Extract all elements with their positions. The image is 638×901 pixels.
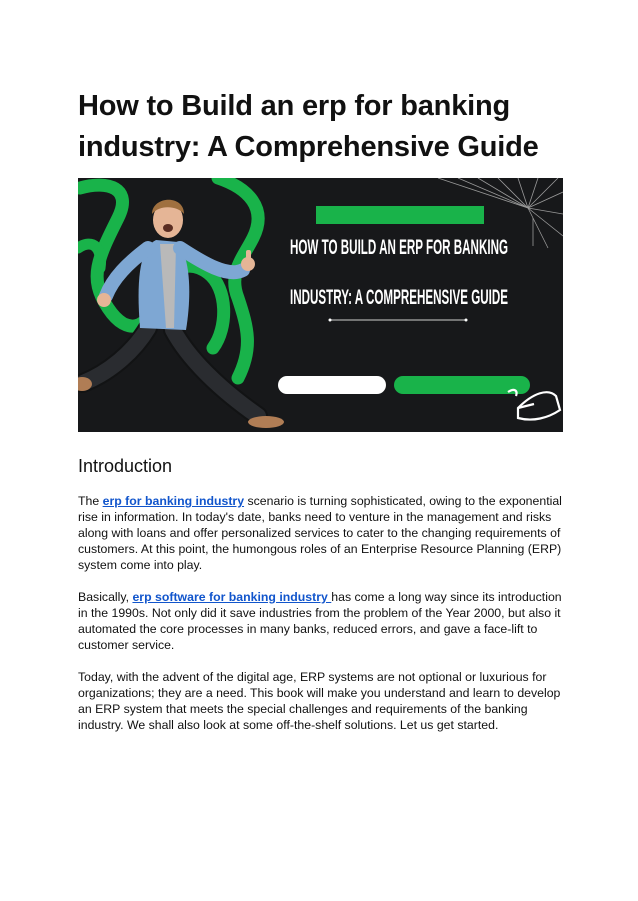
erp-software-for-banking-industry-link[interactable]: erp software for banking industry [132,590,332,604]
paragraph-1-body: scenario is turning sophisticated, owing to the exponential rise in information. In today's date, banks need to venture in the management and risks along with loans and offer personalized services to cater to the changing requirements of customers. At this point, the humongous roles of an Enterprise Resource Planning (ERP) system come into play. [78,494,562,572]
document-page [78,86,564,733]
page-title: How to Build an erp for banking industry: A Comprehensive Guide [78,90,539,163]
banner-headline-line1: HOW TO BUILD AN ERP FOR BANKING [290,235,508,259]
erp-for-banking-industry-link[interactable]: erp for banking industry [102,494,245,508]
paragraph-3: Today, with the advent of the digital age, ERP systems are not optional or luxurious for organizations; they are a need. This book will make you understand and learn to develop an ERP system that meets the special challenges and requirements of the banking industry. We shall also look at some off-the-shelf solutions. Let us get started. [78,670,561,732]
white-pill [278,376,386,394]
green-bar-top [316,206,484,224]
banner-headline-line2: INDUSTRY: A COMPREHENSIVE GUIDE [290,285,508,309]
paragraph-1-lead: The [78,494,103,508]
paragraph-1 [78,493,564,573]
paragraph-2-body: has come a long way since its introduction in the 1990s. Not only did it save industries from the problem of the Year 2000, but also it automated the core processes in many banks, reduced errors, and gave a face-lift to customer service. [78,590,562,652]
banner-graphic [78,178,563,432]
paragraph-2 [78,589,564,653]
paragraph-2-lead: Basically, [78,590,133,604]
section-heading-introduction: Introduction [78,456,173,476]
banner-image [78,178,563,432]
